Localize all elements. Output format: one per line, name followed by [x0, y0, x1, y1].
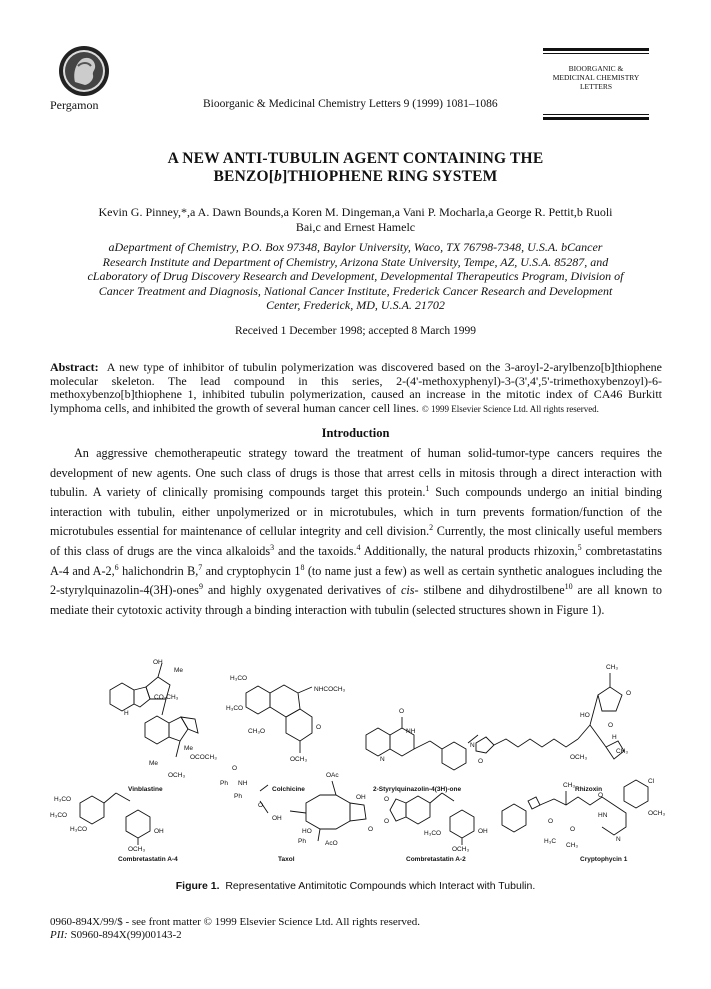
- received-dates: Received 1 December 1998; accepted 8 March 1999: [234, 325, 477, 337]
- header-rule-top-thin: [543, 53, 649, 54]
- svg-text:O: O: [608, 722, 614, 729]
- intro-text: and the taxoids.: [274, 543, 357, 558]
- publisher-name: Pergamon: [50, 98, 99, 112]
- svg-text:H₃C: H₃C: [544, 838, 557, 845]
- affiliations: [45, 240, 666, 313]
- abstract-copyright: © 1999 Elsevier Science Ltd. All rights reserved.: [421, 403, 599, 414]
- reference-marker: 2: [429, 523, 434, 533]
- svg-text:O: O: [258, 802, 264, 809]
- svg-text:OH: OH: [272, 815, 282, 822]
- title-line-1: A NEW ANTI-TUBULIN AGENT CONTAINING THE: [167, 150, 544, 167]
- svg-text:H₃CO: H₃CO: [424, 830, 442, 837]
- svg-text:H: H: [612, 734, 617, 741]
- svg-text:OAc: OAc: [326, 772, 339, 779]
- intro-text-italic: cis-: [400, 583, 419, 598]
- pii-label: PII:: [50, 929, 68, 941]
- affiliation-line: cLaboratory of Drug Discovery Research and Development, Developmental Therapeutics Program, Division of: [87, 269, 624, 283]
- combretastatin-a4-structure: [80, 793, 150, 845]
- abstract: Abstract: A new type of inhibitor of tubulin polymerization was discovered based on the 3-aroyl-2-arylbenzo[b]thiophene molecular skeleton. The lead compound in this series, 2-(4'-methoxyphenyl)-3-(3',4',5'-trimethoxybenzoyl)-6-methoxybenzo[b]thiophene 1, inhibited tubulin polymerization, caused an increase in the mitotic index of CA46 Burkitt lymphoma cells, and inhibited the growth of several human cancer cell lines. © 1999 Elsevier Science Ltd. All rights reserved.: [50, 360, 663, 415]
- svg-text:NH: NH: [238, 780, 248, 787]
- reference-marker: 7: [198, 562, 203, 572]
- svg-text:OCH₃: OCH₃: [128, 846, 146, 853]
- journal-box-line: MEDICINAL CHEMISTRY: [552, 73, 640, 82]
- figure-caption: [60, 880, 651, 892]
- svg-text:O: O: [570, 826, 576, 833]
- molecule-label: Cryptophycin 1: [580, 856, 628, 863]
- title-line-2: [60, 168, 651, 186]
- intro-text: and cryptophycin 1: [202, 563, 301, 578]
- svg-text:OH: OH: [478, 828, 488, 835]
- svg-text:NHCOCH₃: NHCOCH₃: [314, 686, 346, 693]
- svg-text:CH₃: CH₃: [566, 842, 579, 849]
- intro-text: Such compounds undergo an initial binding interaction with tubulin, either unpolymerized or in microtubules, which in turn prevents formation/function of the microtubules essential for maintenance of cellular integrity and cell division.: [50, 485, 662, 539]
- abstract-label: Abstract: [50, 360, 95, 374]
- svg-text:N: N: [470, 742, 475, 749]
- reference-marker: 5: [577, 542, 582, 552]
- svg-text:O: O: [399, 708, 405, 715]
- svg-text:OCH₃: OCH₃: [290, 756, 308, 763]
- svg-text:O: O: [478, 758, 484, 765]
- molecule-label: Colchicine: [272, 786, 305, 793]
- svg-text:CH₃: CH₃: [616, 748, 629, 755]
- svg-text:O: O: [626, 690, 632, 697]
- intro-text: combretastatins A-4 and A-2,: [50, 543, 662, 578]
- svg-text:Ph: Ph: [234, 793, 242, 800]
- intro-text: halichondrin B,: [118, 563, 199, 578]
- svg-text:NH: NH: [406, 728, 416, 735]
- svg-text:CH₃: CH₃: [563, 782, 576, 789]
- article-title: [60, 150, 651, 186]
- svg-text:CH₃O: CH₃O: [248, 728, 266, 735]
- svg-text:O: O: [384, 818, 390, 825]
- reference-marker: 1: [425, 484, 430, 494]
- svg-text:O: O: [368, 826, 374, 833]
- reference-marker: 3: [270, 542, 275, 552]
- svg-text:Me: Me: [174, 667, 184, 674]
- intro-text: are all known to mediate their cytotoxic activity through a binding interaction with tubulin (selected structures shown in Figure 1).: [50, 583, 663, 617]
- svg-text:H₃CO: H₃CO: [54, 796, 72, 803]
- introduction-paragraph: [50, 444, 662, 620]
- reference-marker: 9: [198, 582, 203, 592]
- affiliation-line: Center, Frederick, MD, U.S.A. 21702: [266, 298, 445, 312]
- svg-text:OCH₃: OCH₃: [452, 846, 470, 853]
- colchicine-structure: [246, 685, 312, 753]
- svg-text:N: N: [616, 836, 621, 843]
- section-heading-introduction: Introduction: [321, 426, 390, 440]
- svg-text:N: N: [380, 756, 385, 763]
- reference-marker: 8: [300, 562, 305, 572]
- affiliation-line: Cancer Treatment and Diagnosis, National Cancer Institute, Frederick Cancer Research and Development: [98, 283, 613, 298]
- intro-text: Additionally, the natural products rhizoxin,: [360, 543, 578, 558]
- authors-line: Kevin G. Pinney,*,a A. Dawn Bounds,a Koren M. Dingeman,a Vani P. Mocharla,a George R. Pettit,b Ruoli: [98, 205, 613, 219]
- reference-marker: 6: [114, 562, 119, 572]
- svg-text:OCH₃: OCH₃: [648, 810, 666, 817]
- title-part: ]THIOPHENE RING SYSTEM: [282, 168, 498, 185]
- svg-text:Me: Me: [149, 760, 159, 767]
- affiliation-line: Research Institute and Department of Chemistry, Arizona State University, Tempe, AZ, U.S.A. 85287, and: [102, 254, 609, 269]
- svg-text:CH₃: CH₃: [606, 664, 619, 671]
- svg-text:H: H: [124, 710, 129, 717]
- reference-marker: 4: [356, 542, 361, 552]
- journal-box: [543, 64, 649, 91]
- svg-text:OCH₃: OCH₃: [570, 754, 588, 761]
- svg-text:Ph: Ph: [298, 838, 306, 845]
- figure-caption-label: Figure 1.: [175, 880, 220, 892]
- intro-text: and highly oxygenated derivatives of: [202, 583, 401, 598]
- svg-text:Ph: Ph: [220, 780, 228, 787]
- molecule-label: 2-Styrylquinazolin-4(3H)-one: [373, 786, 462, 793]
- svg-text:AcO: AcO: [325, 840, 338, 847]
- svg-text:OCOCH₃: OCOCH₃: [190, 754, 217, 761]
- svg-text:HO: HO: [580, 712, 590, 719]
- combretastatin-a2-structure: [390, 793, 474, 845]
- svg-text:O: O: [548, 818, 554, 825]
- footer-pii: [50, 929, 420, 942]
- figure-caption-text: Representative Antimitotic Compounds which Interact with Tubulin.: [225, 880, 536, 892]
- title-part: BENZO[: [213, 168, 275, 185]
- svg-text:OH: OH: [356, 794, 366, 801]
- header-rule-bottom: [543, 117, 649, 120]
- svg-text:O: O: [232, 765, 238, 772]
- intro-text: (to name just a few) as well as certain synthetic analogues including the 2-styrylquinazolin-4(3H)-ones: [50, 563, 662, 598]
- molecule-label: Taxol: [278, 856, 295, 863]
- svg-text:OH: OH: [154, 828, 164, 835]
- intro-text: Currently, the most clinically useful members of this class of drugs are the vinca alkaloids: [50, 524, 662, 558]
- pii-value: S0960-894X(99)00143-2: [70, 929, 182, 941]
- footer-copyright: 0960-894X/99/$ - see front matter © 1999 Elsevier Science Ltd. All rights reserved.: [50, 916, 421, 928]
- figure-1-structures: [50, 655, 666, 863]
- svg-text:H₃CO: H₃CO: [50, 812, 68, 819]
- svg-text:O: O: [384, 796, 390, 803]
- footer: [50, 916, 420, 942]
- publisher-logo: [58, 44, 110, 98]
- svg-text:HO: HO: [302, 828, 312, 835]
- svg-text:H₃CO: H₃CO: [230, 675, 248, 682]
- molecule-label: Vinblastine: [128, 786, 163, 793]
- intro-text: stilbene and dihydrostilbene: [418, 583, 565, 598]
- molecule-label: Combretastatin A-4: [118, 856, 178, 863]
- svg-text:OH: OH: [153, 659, 163, 666]
- abstract-text: A new type of inhibitor of tubulin polymerization was discovered based on the 3-aroyl-2-arylbenzo[b]thiophene molecular skeleton. The lead compound in this series, 2-(4'-methoxyphenyl)-3-(3',4',5'-trimethoxybenzoyl)-6-methoxybenzo[b]thiophene 1, inhibited tubulin polymerization, caused an increase in the mitotic index of CA46 Burkitt lymphoma cells, and inhibited the growth of several human cancer cell lines.: [50, 360, 663, 415]
- svg-text:H₃CO: H₃CO: [70, 826, 88, 833]
- title-italic-part: b: [274, 168, 283, 185]
- author-list: [60, 205, 651, 235]
- svg-text:CO₂CH₃: CO₂CH₃: [154, 694, 179, 701]
- header-rule-top: [543, 48, 649, 51]
- svg-text:Cl: Cl: [648, 778, 655, 785]
- journal-box-line: BIOORGANIC &: [568, 64, 624, 73]
- svg-text:OCH₃: OCH₃: [168, 772, 186, 779]
- svg-text:O: O: [598, 792, 604, 799]
- svg-text:O: O: [316, 724, 322, 731]
- header-rule-bottom-thin: [543, 114, 649, 115]
- molecule-label: Combretastatin A-2: [406, 856, 466, 863]
- affiliation-line: aDepartment of Chemistry, P.O. Box 97348, Baylor University, Waco, TX 76798-7348, U.S.A. bCancer: [108, 240, 603, 254]
- authors-line: Bai,c and Ernest Hamelc: [295, 220, 416, 234]
- intro-text: An aggressive chemotherapeutic strategy toward the treatment of human solid-tumor-type cancers requires the development of new agents. One such class of drugs is those that arrest cells in mitosis through a direct interaction with tubulin. A variety of clinically promising compounds target this protein.: [50, 446, 662, 500]
- journal-citation: Bioorganic & Medicinal Chemistry Letters 9 (1999) 1081–1086: [203, 98, 498, 110]
- svg-text:HN: HN: [598, 812, 608, 819]
- molecule-label: Rhizoxin: [575, 786, 603, 793]
- svg-text:H₃CO: H₃CO: [226, 705, 244, 712]
- journal-box-line: LETTERS: [579, 82, 613, 91]
- svg-text:Me: Me: [184, 745, 194, 752]
- reference-marker: 10: [564, 582, 573, 592]
